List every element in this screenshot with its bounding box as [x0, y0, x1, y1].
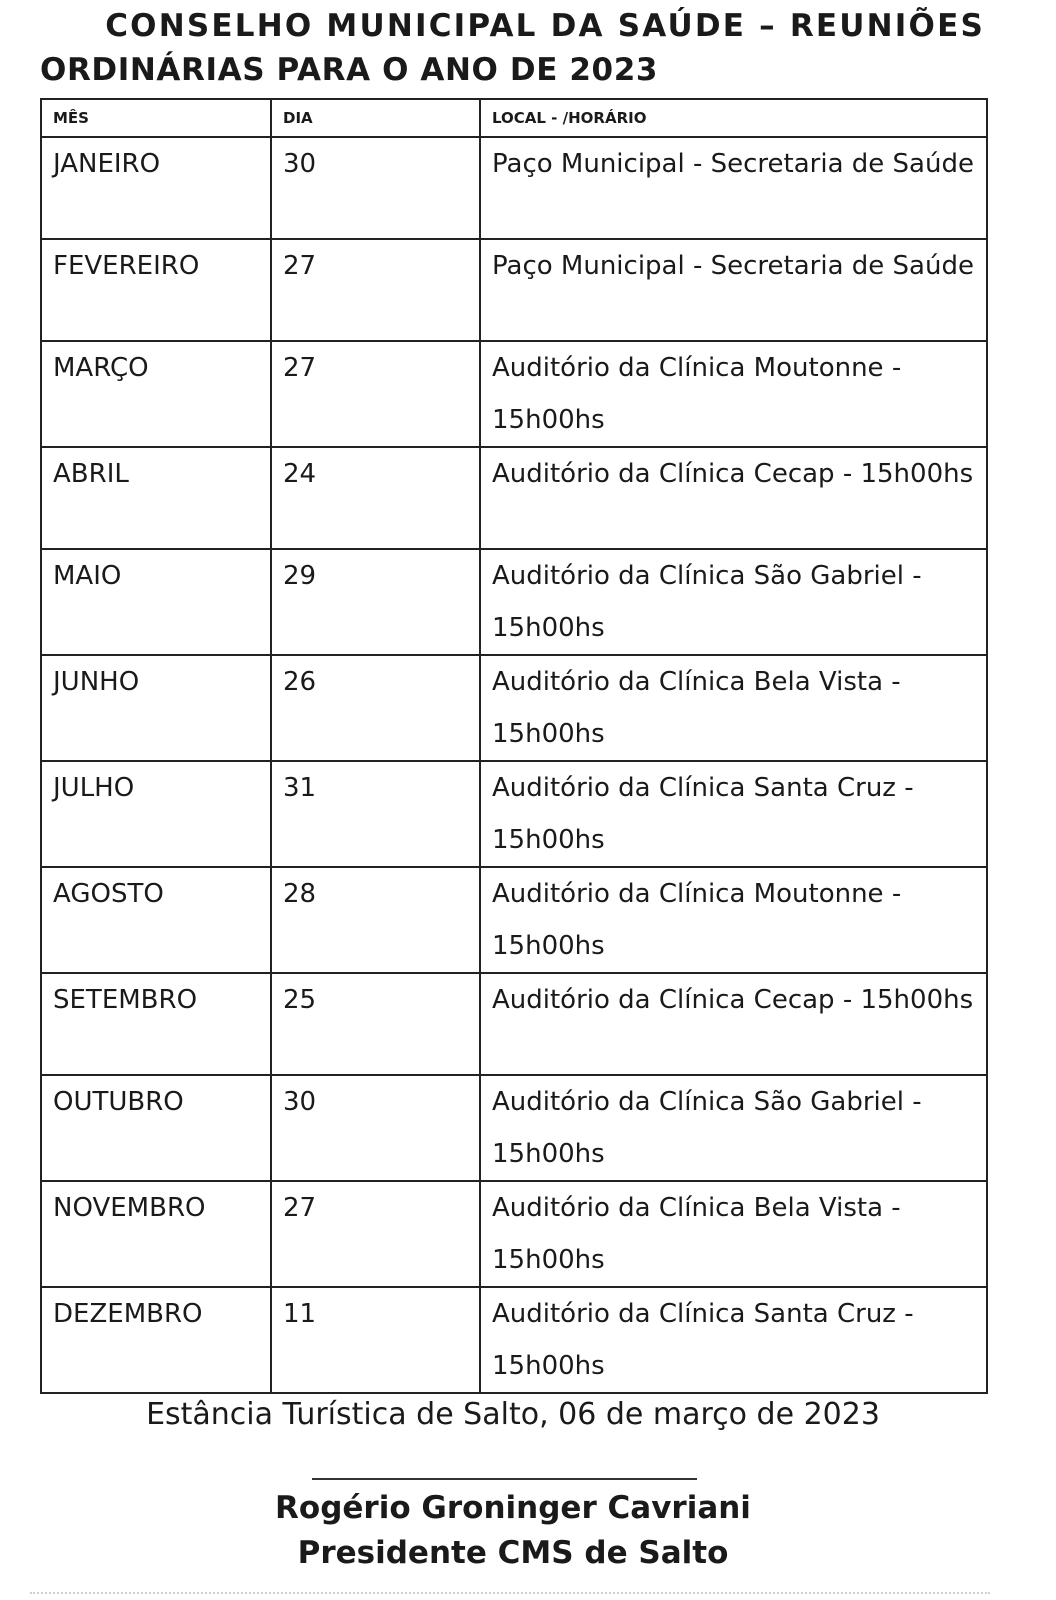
- cell-location: Auditório da Clínica Bela Vista - 15h00hs: [480, 1181, 987, 1287]
- document-title-line-2: ORDINÁRIAS PARA O ANO DE 2023: [40, 52, 659, 88]
- cell-month: ABRIL: [41, 447, 271, 549]
- table-row: [41, 1181, 987, 1287]
- cell-month: DEZEMBRO: [41, 1287, 271, 1393]
- table-row: [41, 341, 987, 447]
- header-day: DIA: [271, 99, 480, 137]
- table-row: [41, 761, 987, 867]
- bottom-divider: [30, 1592, 990, 1594]
- cell-month: JULHO: [41, 761, 271, 867]
- cell-month: AGOSTO: [41, 867, 271, 973]
- signer-role: Presidente CMS de Salto: [297, 1535, 729, 1571]
- cell-location: Auditório da Clínica Moutonne - 15h00hs: [480, 341, 987, 447]
- cell-location: Auditório da Clínica São Gabriel - 15h00hs: [480, 1075, 987, 1181]
- table-row: [41, 1287, 987, 1393]
- cell-location: Auditório da Clínica Bela Vista - 15h00hs: [480, 655, 987, 761]
- table-row: [41, 549, 987, 655]
- cell-location: Auditório da Clínica São Gabriel - 15h00hs: [480, 549, 987, 655]
- cell-month: JANEIRO: [41, 137, 271, 239]
- cell-location: Paço Municipal - Secretaria de Saúde: [480, 239, 987, 341]
- cell-month: MAIO: [41, 549, 271, 655]
- document-title-line-1: CONSELHO MUNICIPAL DA SAÚDE – REUNIÕES: [105, 8, 985, 44]
- cell-day: 11: [271, 1287, 480, 1393]
- cell-location: Auditório da Clínica Moutonne - 15h00hs: [480, 867, 987, 973]
- header-location: LOCAL - /HORÁRIO: [480, 99, 987, 137]
- cell-location: Paço Municipal - Secretaria de Saúde: [480, 137, 987, 239]
- cell-day: 29: [271, 549, 480, 655]
- header-month: MÊS: [41, 99, 271, 137]
- cell-day: 27: [271, 1181, 480, 1287]
- cell-month: SETEMBRO: [41, 973, 271, 1075]
- cell-day: 26: [271, 655, 480, 761]
- cell-day: 25: [271, 973, 480, 1075]
- cell-day: 28: [271, 867, 480, 973]
- cell-day: 30: [271, 137, 480, 239]
- table-row: [41, 137, 987, 239]
- place-and-date: Estância Turística de Salto, 06 de março de 2023: [146, 1397, 880, 1432]
- table-row: [41, 447, 987, 549]
- table-row: [41, 239, 987, 341]
- cell-day: 27: [271, 341, 480, 447]
- meeting-schedule-table: [40, 98, 988, 1394]
- cell-day: 31: [271, 761, 480, 867]
- table-header-row: [41, 99, 987, 137]
- cell-month: FEVEREIRO: [41, 239, 271, 341]
- cell-month: OUTUBRO: [41, 1075, 271, 1181]
- signature-line: [312, 1478, 697, 1480]
- table-row: [41, 655, 987, 761]
- cell-day: 27: [271, 239, 480, 341]
- table-body: [41, 137, 987, 1393]
- signer-name: Rogério Groninger Cavriani: [275, 1490, 751, 1526]
- cell-location: Auditório da Clínica Cecap - 15h00hs: [480, 973, 987, 1075]
- table-row: [41, 973, 987, 1075]
- cell-month: NOVEMBRO: [41, 1181, 271, 1287]
- cell-month: MARÇO: [41, 341, 271, 447]
- cell-month: JUNHO: [41, 655, 271, 761]
- cell-day: 30: [271, 1075, 480, 1181]
- cell-location: Auditório da Clínica Cecap - 15h00hs: [480, 447, 987, 549]
- cell-day: 24: [271, 447, 480, 549]
- cell-location: Auditório da Clínica Santa Cruz - 15h00hs: [480, 1287, 987, 1393]
- cell-location: Auditório da Clínica Santa Cruz - 15h00hs: [480, 761, 987, 867]
- table-row: [41, 1075, 987, 1181]
- table-row: [41, 867, 987, 973]
